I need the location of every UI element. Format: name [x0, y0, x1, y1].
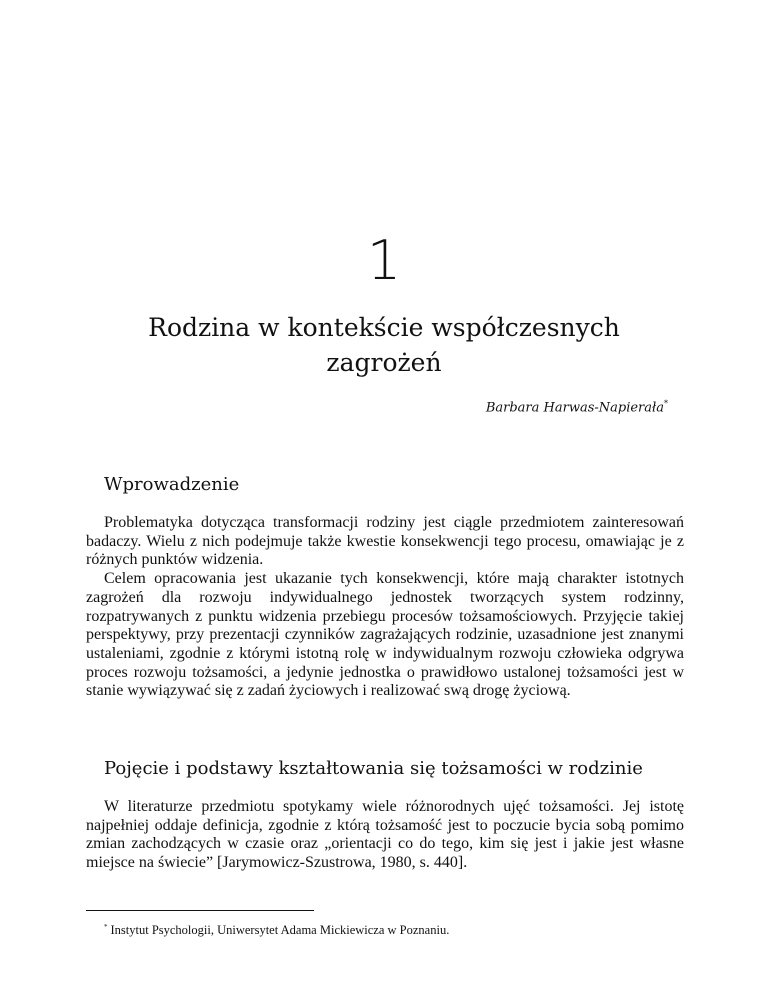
paragraph: W literaturze przedmiotu spotykamy wiele różnorodnych ujęć tożsamości. Jej istotę najpełniej oddaje definicja, zgodnie z którą tożsamość jest to poczucie bycia sobą pomimo zmian zachodzących w czasie oraz „orientacji co do tego, kim się jest i jakie jest własne miejsce na świecie” [Jarymowicz-Szustrowa, 1980, s. 440].: [86, 798, 684, 872]
author-line: [486, 396, 668, 416]
footnote: [104, 920, 449, 938]
author-footnote-marker: *: [664, 399, 668, 408]
chapter-number: 1: [366, 229, 402, 292]
footnote-text: Instytut Psychologii, Uniwersytet Adama Mickiewicza w Poznaniu.: [110, 923, 450, 938]
section-body-introduction: [86, 514, 684, 701]
section-heading-introduction: Wprowadzenie: [104, 474, 240, 495]
footnote-marker: *: [104, 923, 108, 931]
paragraph: Problematyka dotycząca transformacji rodziny jest ciągle przedmiotem zainteresowań badaczy. Wielu z nich podejmuje także kwestie konsekwencji tego procesu, omawiając je z różnych punktów widzenia.: [86, 514, 684, 569]
footnote-divider: [86, 910, 314, 911]
author-name: Barbara Harwas-Napierała: [485, 400, 664, 416]
section-body-identity: [86, 798, 684, 873]
section-heading-identity: Pojęcie i podstawy kształtowania się tożsamości w rodzinie: [104, 758, 643, 779]
paragraph: Celem opracowania jest ukazanie tych konsekwencji, które mają charakter istotnych zagrożeń dla rozwoju indywidualnego jednostek tworzących system rodzinny, rozpatrywanych z punktu widzenia przebiegu procesów tożsamościowych. Przyjęcie takiej perspektywy, przy prezentacji czynników zagrażających rodzinie, uzasadnione jest znanymi ustaleniami, zgodnie z którymi istotną rolę w indywidualnym rozwoju człowieka odgrywa proces rozwoju tożsamości, a jedynie jednostka o prawidłowo ustalonej tożsamości jest w stanie wywiązywać się z zadań życiowych i realizować swą drogę życiową.: [86, 570, 684, 700]
chapter-title: Rodzina w kontekście współczesnych zagrożeń: [148, 313, 620, 377]
